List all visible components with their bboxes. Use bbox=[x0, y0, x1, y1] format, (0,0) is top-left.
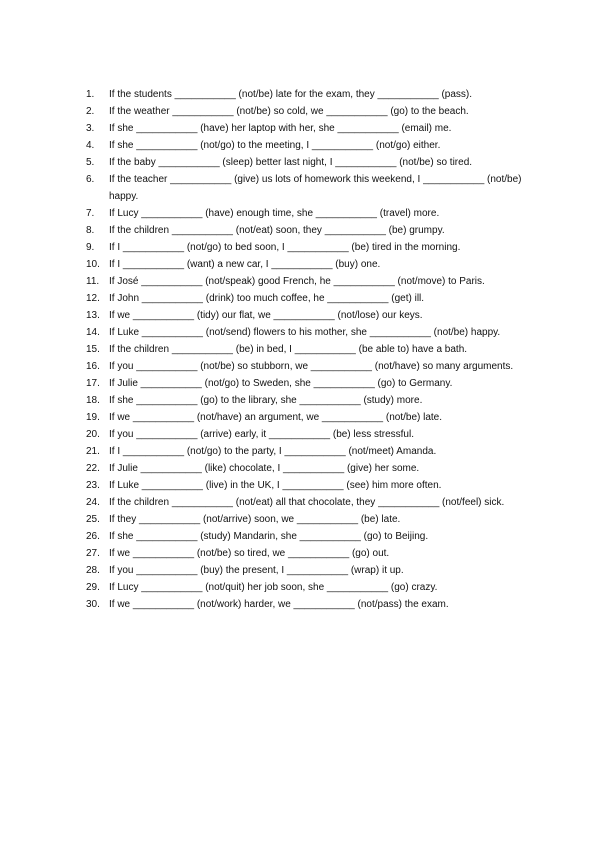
item-sentence: If we ___________ (not/be) so tired, we ___________ (go) out. bbox=[109, 548, 390, 559]
item-sentence: If Julie ___________ (not/go) to Sweden, she ___________ (go) to Germany. bbox=[109, 378, 453, 389]
item-number: 27. bbox=[86, 548, 100, 559]
item-number: 22. bbox=[86, 463, 100, 474]
item-number: 12. bbox=[86, 293, 100, 304]
item-sentence: If José ___________ (not/speak) good French, he ___________ (not/move) to Paris. bbox=[109, 276, 485, 287]
item-sentence: If they ___________ (not/arrive) soon, we ___________ (be) late. bbox=[109, 514, 401, 525]
item-sentence: If the students ___________ (not/be) late for the exam, they ___________ (pass). bbox=[109, 89, 473, 100]
item-sentence: If Julie ___________ (like) chocolate, I ___________ (give) her some. bbox=[109, 463, 420, 474]
item-sentence: If Lucy ___________ (not/quit) her job soon, she ___________ (go) crazy. bbox=[109, 582, 438, 593]
exercise-item-24 bbox=[86, 494, 526, 511]
exercise-item-7 bbox=[86, 205, 526, 222]
exercise-item-30 bbox=[86, 596, 526, 613]
item-sentence: If Lucy ___________ (have) enough time, she ___________ (travel) more. bbox=[109, 208, 440, 219]
item-sentence: If you ___________ (not/be) so stubborn, we ___________ (not/have) so many arguments. bbox=[109, 361, 514, 372]
item-sentence: If you ___________ (arrive) early, it ___________ (be) less stressful. bbox=[109, 429, 414, 440]
item-sentence: If Luke ___________ (live) in the UK, I ___________ (see) him more often. bbox=[109, 480, 442, 491]
item-number: 24. bbox=[86, 497, 100, 508]
exercise-item-12 bbox=[86, 290, 526, 307]
item-sentence: If the children ___________ (not/eat) soon, they ___________ (be) grumpy. bbox=[109, 225, 445, 236]
item-number: 23. bbox=[86, 480, 100, 491]
item-number: 25. bbox=[86, 514, 100, 525]
exercise-item-3 bbox=[86, 120, 526, 137]
item-sentence: If the children ___________ (not/eat) all that chocolate, they ___________ (not/feel) sick. bbox=[109, 497, 505, 508]
exercise-item-15 bbox=[86, 341, 526, 358]
item-number: 30. bbox=[86, 599, 100, 610]
item-number: 4. bbox=[86, 140, 95, 151]
exercise-item-28 bbox=[86, 562, 526, 579]
exercise-item-1 bbox=[86, 86, 526, 103]
item-sentence: If she ___________ (not/go) to the meeting, I ___________ (not/go) either. bbox=[109, 140, 441, 151]
item-sentence: If I ___________ (want) a new car, I ___________ (buy) one. bbox=[109, 259, 381, 270]
exercise-item-11 bbox=[86, 273, 526, 290]
item-sentence: If she ___________ (go) to the library, she ___________ (study) more. bbox=[109, 395, 423, 406]
item-number: 13. bbox=[86, 310, 100, 321]
exercise-item-17 bbox=[86, 375, 526, 392]
item-sentence: If we ___________ (not/have) an argument, we ___________ (not/be) late. bbox=[109, 412, 443, 423]
item-sentence: If we ___________ (not/work) harder, we ___________ (not/pass) the exam. bbox=[109, 599, 449, 610]
exercise-item-25 bbox=[86, 511, 526, 528]
item-number: 18. bbox=[86, 395, 100, 406]
exercise-item-20 bbox=[86, 426, 526, 443]
item-number: 7. bbox=[86, 208, 95, 219]
item-number: 1. bbox=[86, 89, 95, 100]
item-number: 9. bbox=[86, 242, 95, 253]
exercise-item-13 bbox=[86, 307, 526, 324]
item-number: 2. bbox=[86, 106, 95, 117]
item-sentence: If she ___________ (study) Mandarin, she ___________ (go) to Beijing. bbox=[109, 531, 429, 542]
exercise-item-27 bbox=[86, 545, 526, 562]
exercise-item-22 bbox=[86, 460, 526, 477]
exercise-list bbox=[86, 86, 526, 613]
exercise-item-14 bbox=[86, 324, 526, 341]
exercise-item-2 bbox=[86, 103, 526, 120]
item-number: 28. bbox=[86, 565, 100, 576]
item-number: 20. bbox=[86, 429, 100, 440]
item-number: 8. bbox=[86, 225, 95, 236]
item-number: 16. bbox=[86, 361, 100, 372]
item-sentence: If Luke ___________ (not/send) flowers to his mother, she ___________ (not/be) happy. bbox=[109, 327, 501, 338]
item-number: 26. bbox=[86, 531, 100, 542]
exercise-item-23 bbox=[86, 477, 526, 494]
item-number: 19. bbox=[86, 412, 100, 423]
exercise-item-29 bbox=[86, 579, 526, 596]
exercise-item-9 bbox=[86, 239, 526, 256]
item-number: 17. bbox=[86, 378, 100, 389]
exercise-item-10 bbox=[86, 256, 526, 273]
exercise-item-21 bbox=[86, 443, 526, 460]
item-sentence: If she ___________ (have) her laptop with her, she ___________ (email) me. bbox=[109, 123, 452, 134]
item-sentence: If I ___________ (not/go) to bed soon, I ___________ (be) tired in the morning. bbox=[109, 242, 461, 253]
exercise-item-16 bbox=[86, 358, 526, 375]
exercise-item-4 bbox=[86, 137, 526, 154]
exercise-item-8 bbox=[86, 222, 526, 239]
exercise-item-19 bbox=[86, 409, 526, 426]
item-number: 21. bbox=[86, 446, 100, 457]
item-number: 5. bbox=[86, 157, 95, 168]
exercise-item-6 bbox=[86, 171, 526, 205]
item-sentence: If I ___________ (not/go) to the party, I ___________ (not/meet) Amanda. bbox=[109, 446, 437, 457]
item-sentence: If we ___________ (tidy) our flat, we ___________ (not/lose) our keys. bbox=[109, 310, 423, 321]
item-number: 15. bbox=[86, 344, 100, 355]
item-sentence: If the baby ___________ (sleep) better last night, I ___________ (not/be) so tired. bbox=[109, 157, 473, 168]
item-number: 14. bbox=[86, 327, 100, 338]
item-number: 11. bbox=[86, 276, 100, 287]
item-sentence: If the weather ___________ (not/be) so cold, we ___________ (go) to the beach. bbox=[109, 106, 469, 117]
item-sentence: If John ___________ (drink) too much coffee, he ___________ (get) ill. bbox=[109, 293, 425, 304]
item-number: 3. bbox=[86, 123, 95, 134]
exercise-item-18 bbox=[86, 392, 526, 409]
item-number: 10. bbox=[86, 259, 100, 270]
item-sentence: If you ___________ (buy) the present, I ___________ (wrap) it up. bbox=[109, 565, 404, 576]
item-number: 29. bbox=[86, 582, 100, 593]
item-number: 6. bbox=[86, 174, 95, 185]
exercise-item-26 bbox=[86, 528, 526, 545]
item-sentence: If the teacher ___________ (give) us lots of homework this weekend, I ___________ (not/be) happy. bbox=[109, 174, 522, 202]
item-sentence: If the children ___________ (be) in bed, I ___________ (be able to) have a bath. bbox=[109, 344, 468, 355]
exercise-item-5 bbox=[86, 154, 526, 171]
